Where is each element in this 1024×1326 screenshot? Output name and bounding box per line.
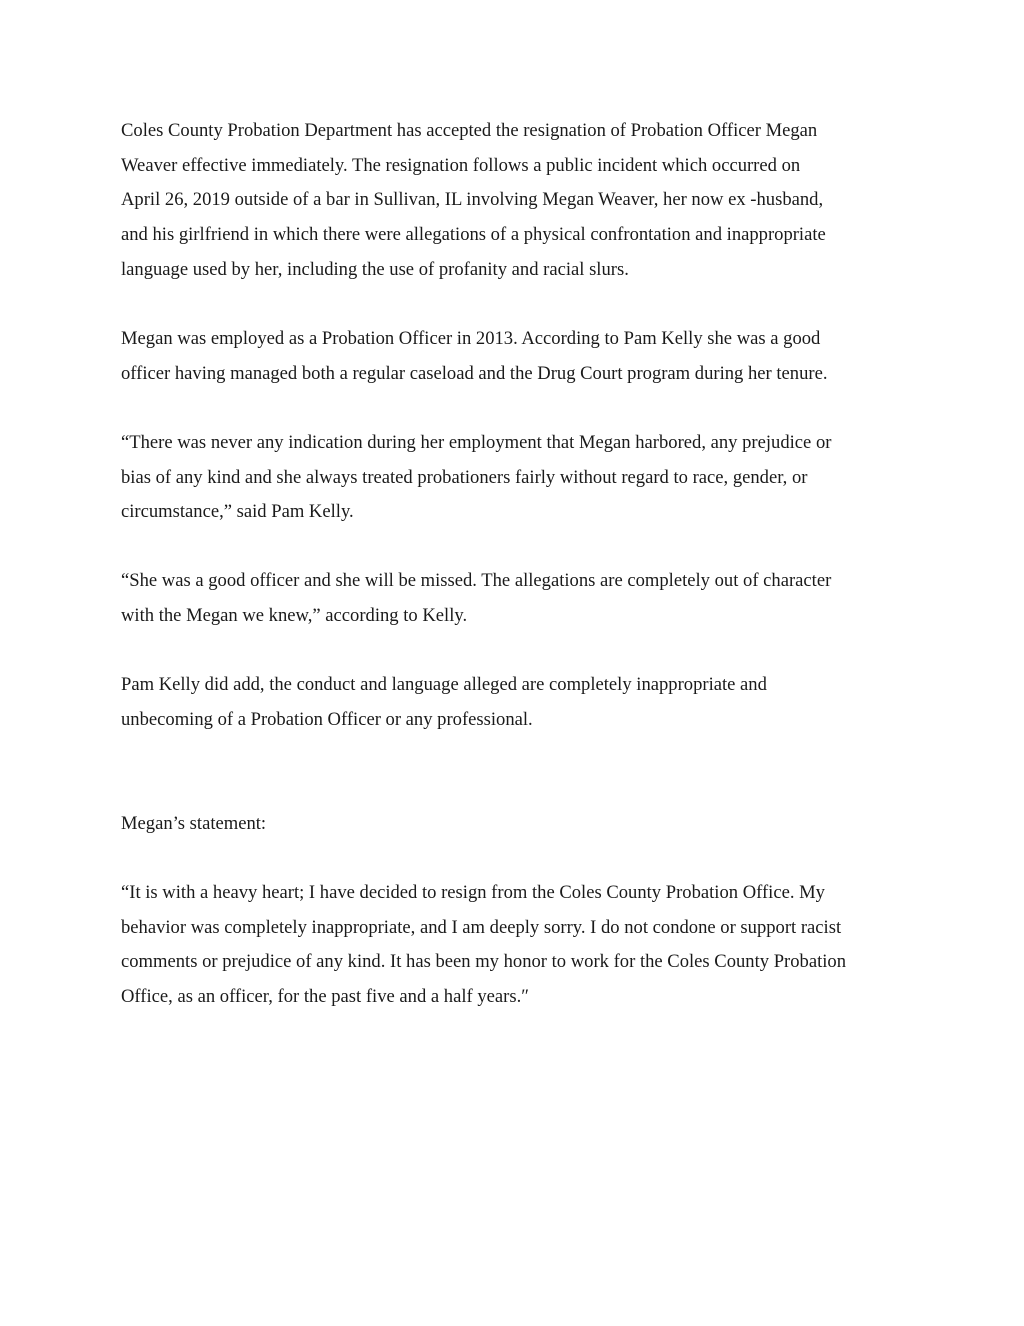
paragraph-employment-history: [121, 322, 911, 391]
text-line: Megan was employed as a Probation Officer in 2013. According to Pam Kelly she was a good: [121, 328, 821, 349]
paragraph-megan-statement: [121, 876, 911, 1015]
text-line: Pam Kelly did add, the conduct and language alleged are completely inappropriate and: [121, 674, 767, 695]
text-line: Coles County Probation Department has accepted the resignation of Probation Officer Megan: [121, 120, 818, 141]
text-line: and his girlfriend in which there were allegations of a physical confrontation and inappropriate: [121, 224, 826, 246]
text-line: comments or prejudice of any kind. It has been my honor to work for the Coles County Probation: [121, 951, 847, 973]
text-line: bias of any kind and she always treated probationers fairly without regard to race, gender, or: [121, 466, 808, 488]
text-line: with the Megan we knew,” according to Kelly.: [121, 604, 468, 626]
text-line: Weaver effective immediately. The resignation follows a public incident which occurred on: [121, 154, 801, 176]
text-line: unbecoming of a Probation Officer or any professional.: [121, 708, 533, 730]
text-line: officer having managed both a regular caseload and the Drug Court program during her tenure.: [121, 362, 828, 384]
paragraph-kelly-quote-prejudice: [121, 426, 911, 530]
paragraph-resignation-announcement: [121, 114, 911, 288]
text-line: language used by her, including the use of profanity and racial slurs.: [121, 258, 629, 280]
text-line: Office, as an officer, for the past five and a half years.″: [121, 986, 529, 1008]
paragraph-kelly-conduct: [121, 668, 911, 737]
text-line: Megan’s statement:: [121, 813, 267, 834]
paragraph-kelly-quote-missed: [121, 564, 911, 633]
statement-heading: [121, 807, 911, 842]
text-line: “There was never any indication during her employment that Megan harbored, any prejudice or: [121, 432, 832, 453]
text-line: behavior was completely inappropriate, and I am deeply sorry. I do not condone or support racist: [121, 916, 842, 938]
text-line: circumstance,” said Pam Kelly.: [121, 501, 354, 523]
text-line: “It is with a heavy heart; I have decided to resign from the Coles County Probation Office. My: [121, 882, 825, 903]
text-line: April 26, 2019 outside of a bar in Sullivan, IL involving Megan Weaver, her now ex -husband,: [121, 189, 824, 211]
text-line: “She was a good officer and she will be missed. The allegations are completely out of character: [121, 570, 832, 591]
